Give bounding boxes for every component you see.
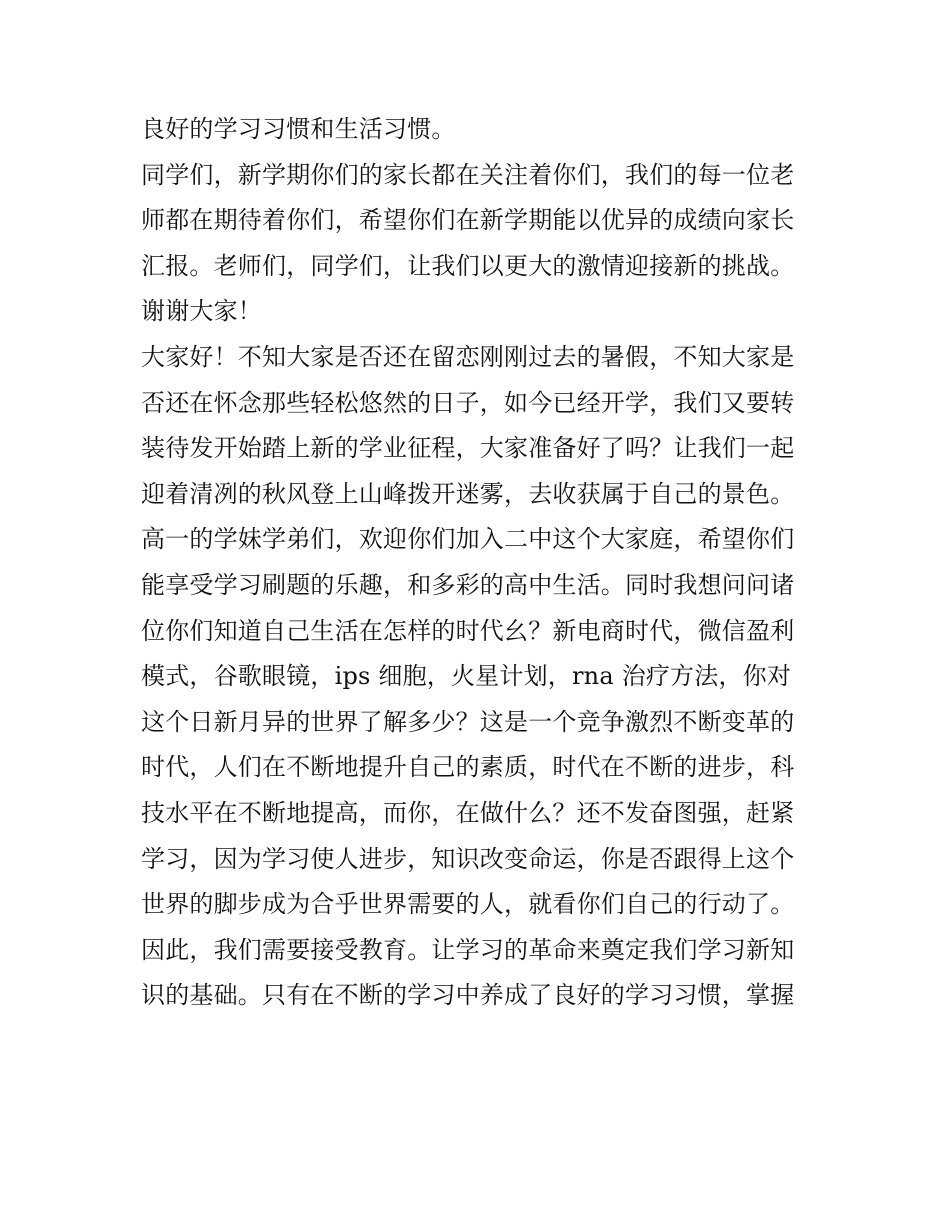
text-line: 谢谢大家！: [141, 297, 262, 326]
text-line: 模式，谷歌眼镜，ips 细胞，火星计划，rna 治疗方法，你对: [141, 662, 792, 691]
text-line: 良好的学习习惯和生活习惯。: [141, 115, 456, 143]
text-line: 位你们知道自己生活在怎样的时代幺？新电商时代，微信盈利: [141, 616, 795, 645]
text-line: 同学们，新学期你们的家长都在关注着你们，我们的每一位老: [141, 160, 795, 189]
text-line: 装待发开始踏上新的学业征程，大家准备好了吗？让我们一起: [141, 434, 795, 463]
text-line: 学习，因为学习使人进步，知识改变命运，你是否跟得上这个: [141, 844, 795, 873]
text-line: 技水平在不断地提高，而你，在做什么？还不发奋图强，赶紧: [141, 798, 795, 827]
text-line: 时代，人们在不断地提升自己的素质，时代在不断的进步，科: [141, 753, 795, 782]
text-line: 师都在期待着你们，希望你们在新学期能以优异的成绩向家长: [141, 206, 795, 235]
text-line: 高一的学妹学弟们，欢迎你们加入二中这个大家庭，希望你们: [141, 525, 795, 554]
text-line: 能享受学习刷题的乐趣，和多彩的高中生活。同时我想问问诸: [141, 570, 795, 599]
text-line: 大家好！不知大家是否还在留恋刚刚过去的暑假，不知大家是: [141, 342, 795, 371]
body-text: [141, 107, 821, 1019]
text-line: 汇报。老师们，同学们，让我们以更大的激情迎接新的挑战。: [141, 251, 795, 280]
text-line: 否还在怀念那些轻松悠然的日子，如今已经开学，我们又要转: [141, 388, 795, 417]
text-line: 识的基础。只有在不断的学习中养成了良好的学习习惯，掌握: [141, 981, 795, 1010]
text-line: 这个日新月异的世界了解多少？这是一个竞争激烈不断变革的: [141, 707, 795, 736]
text-line: 因此，我们需要接受教育。让学习的革命来奠定我们学习新知: [141, 935, 795, 964]
text-line: 迎着清冽的秋风登上山峰拨开迷雾，去收获属于自己的景色。: [141, 479, 795, 508]
text-line: 世界的脚步成为合乎世界需要的人，就看你们自己的行动了。: [141, 890, 795, 919]
